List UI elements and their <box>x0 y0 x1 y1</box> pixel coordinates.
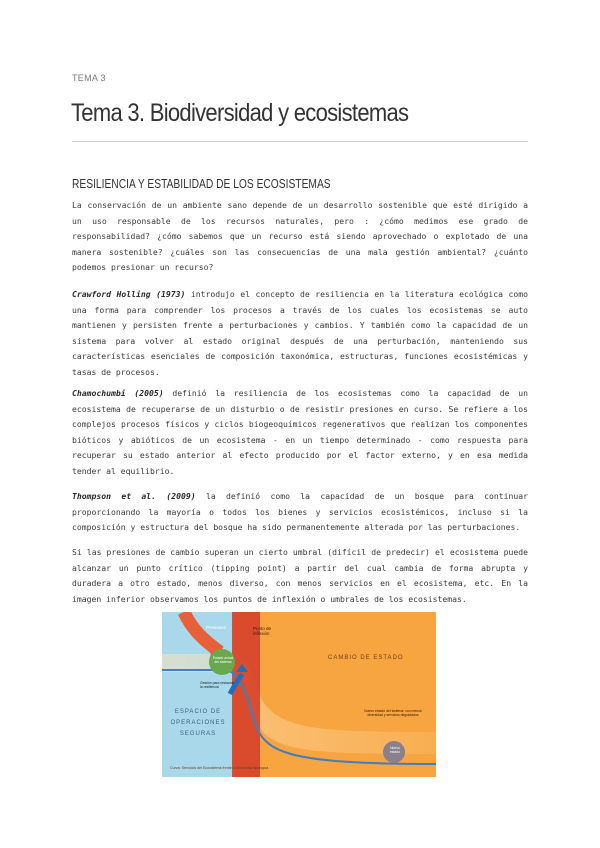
paragraph-intro <box>72 198 528 276</box>
section-heading: RESILIENCIA Y ESTABILIDAD DE LOS ECOSISTEMAS <box>72 177 331 191</box>
figure-axis-label: Curva: Servicios del Ecosistema frente a Diversidad Biológica <box>170 766 269 770</box>
page-title: Tema 3. Biodiversidad y ecosistemas <box>71 99 409 127</box>
tipping-point-label: Punto de inflexión <box>253 626 272 636</box>
chapter-kicker: TEMA 3 <box>72 73 106 83</box>
restore-label: Gestión para restaurar la resiliencia <box>200 681 234 689</box>
citation-author: Thompson et al. (2009) <box>72 491 196 501</box>
safe-space-label: ESPACIO DE OPERACIONES SEGURAS <box>170 709 226 737</box>
paragraph-text: Si las presiones de cambio superan un cierto umbral (difícil de predecir) el ecosistema puede alcanzar un punto crítico (tipping point) a partir del cual cambia de forma abrupta y duradera a otro estado, menos diverso, con menos servicios en el ecosistema, etc. En la imagen inferior observamos los puntos de inflexión o umbrales de los ecosistemas. <box>72 547 528 604</box>
paragraph-holling <box>72 287 528 381</box>
paragraph-chamochumbi <box>72 386 528 480</box>
change-of-state-label: CAMBIO DE ESTADO <box>328 655 404 661</box>
tipping-point-figure <box>162 612 436 777</box>
pressure-label: Presiones <box>206 625 227 630</box>
paragraph-threshold <box>72 545 528 607</box>
citation-author: Chamochumbi (2005) <box>72 388 164 398</box>
paragraph-text: definió la resiliencia de los ecosistemas como la capacidad de un ecosistema de recuperarse de un disturbio o de resistir presiones en curso. Se refiere a los complejos procesos físicos y ciclos biogeoquímicos regenerativos que realizan los componentes bióticos y abióticos de un ecosistema - en un tiempo determinado - como respuesta para recuperar su estado anterior al efecto producido por el factor externo, y en esa medida tender al equilibrio. <box>72 388 528 476</box>
citation-author: Crawford Holling (1973) <box>72 289 186 299</box>
new-state-label: Nuevo estado <box>389 746 401 754</box>
title-divider <box>72 141 528 142</box>
paragraph-thompson <box>72 489 528 536</box>
paragraph-text: la definió como la capacidad de un bosque para continuar proporcionando la mayoría o todos los bienes y servicios ecosistémicos, incluso si la composición y estructura del bosque ha sido permanentemente alterada por las perturbaciones. <box>72 491 529 533</box>
degraded-state-label: Nuevo estado del sistema: con menos diversidad y servicios degradados <box>364 709 422 717</box>
paragraph-text: La conservación de un ambiente sano depende de un desarrollo sostenible que esté dirigido a un uso responsable de los recursos naturales, pero : ¿cómo medimos ese grado de responsabilidad? ¿cómo sabemos que un recurso está siendo aprovechado o explotado de una manera sostenible? ¿cuáles son las consecuencias de una mala gestión ambiental? ¿cuánto podemos presionar un recurso? <box>72 200 528 273</box>
paragraph-text: introdujo el concepto de resiliencia en la literatura ecológica como una forma para comprender los procesos a través de los cuales los ecosistemas se auto mantienen y persisten frente a perturbaciones y cambios. Y también como la capacidad de un sistema para volver al estado original después de una perturbación, manteniendo sus características esenciales de composición taxonómica, estructuras, funciones ecosistémicas y tasas de procesos. <box>72 289 528 377</box>
current-state-label: Estado actual del sistema <box>212 656 234 664</box>
